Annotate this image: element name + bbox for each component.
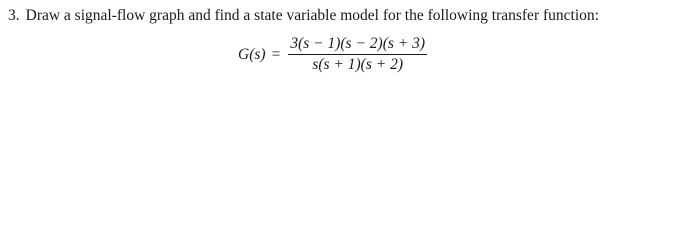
problem-statement [8,7,599,25]
equation-lhs: G(s) [238,46,266,63]
transfer-function-equation [238,35,427,73]
fraction-bar [288,54,427,55]
fraction-numerator: 3(s − 1)(s − 2)(s + 3) [290,35,426,52]
problem-text: Draw a signal-flow graph and find a state variable model for the following transfer function: [25,7,599,24]
fraction [288,35,427,73]
problem-number: 3. [8,7,20,24]
fraction-denominator: s(s + 1)(s + 2) [312,56,403,73]
equals-sign: = [271,46,281,63]
